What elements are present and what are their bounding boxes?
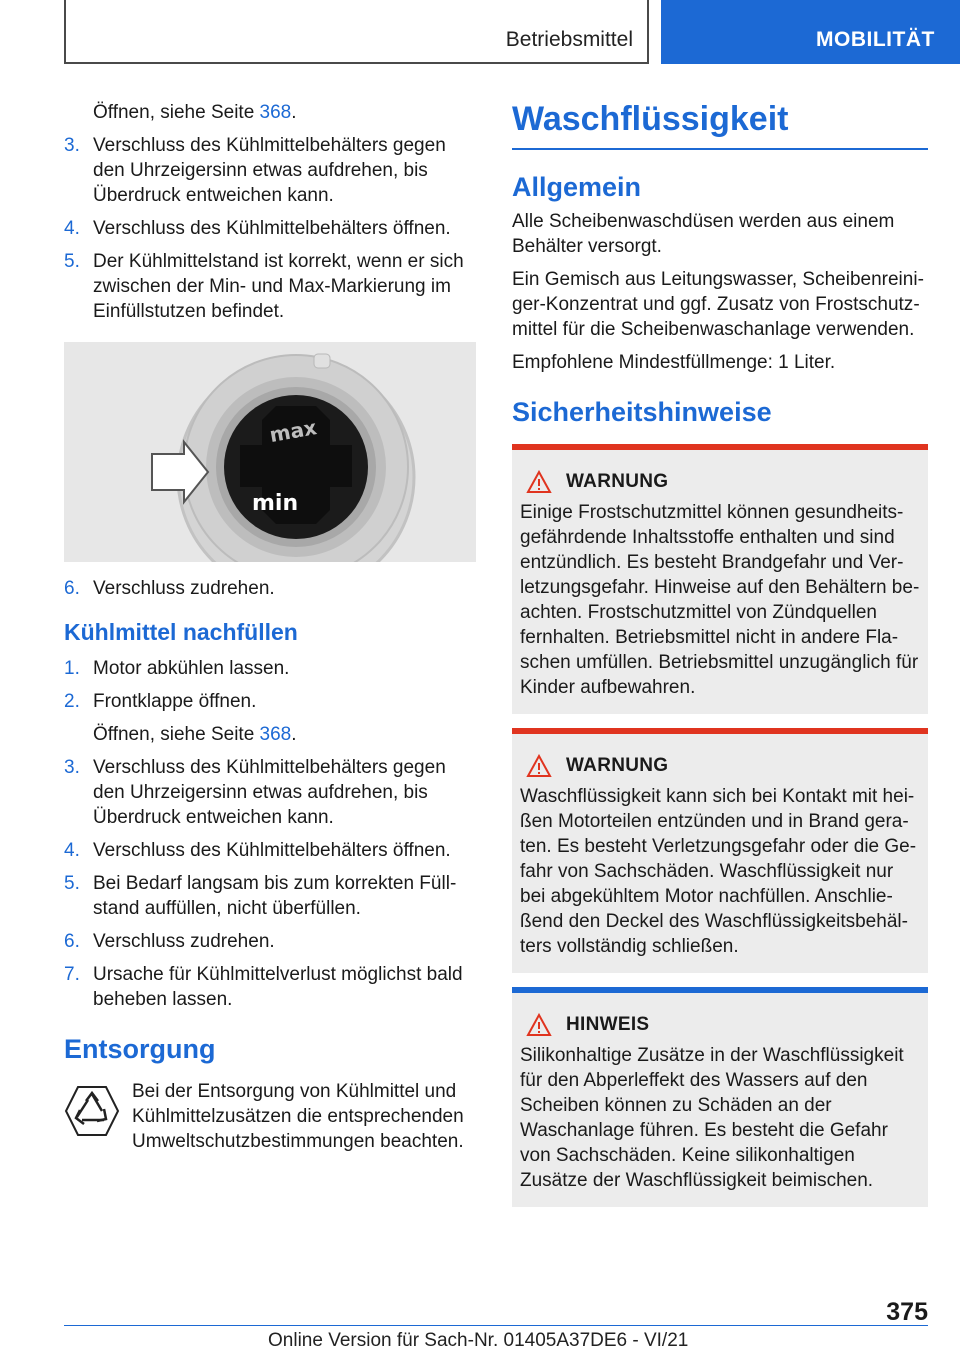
list-item: 4. Verschluss des Kühlmittelbehälters öffnen. xyxy=(64,840,451,861)
page-link-368[interactable]: 368 xyxy=(259,724,292,745)
footer-divider xyxy=(64,1325,928,1326)
right-column xyxy=(512,100,928,1221)
warning-text: Einige Frostschutzmittel können gesundheitsgefährdende Inhaltsstoffe enthalten und sind entzündlich. Es besteht Brandgefahr und Verletzungsgefahr. Hinweise auf den Behältern beachten. Frostschutzmittel von Zündquellen fernhalten. Betriebsmittel nicht in andere Flaschen umfüllen. Betriebsmittel unzugänglich für Kinder aufbewahren. xyxy=(520,502,920,698)
safety-heading: Sicherheitshinweise xyxy=(512,397,772,427)
refill-heading: Kühlmittel nachfüllen xyxy=(64,619,298,645)
list-item: 1. Motor abkühlen lassen. xyxy=(64,658,290,679)
disposal-notice xyxy=(64,1079,476,1154)
recycling-icon xyxy=(64,1083,120,1139)
notice-box xyxy=(512,987,928,1207)
general-paragraph-1: Alle Scheibenwaschdüsen werden aus einem Behälter versorgt. xyxy=(512,211,895,257)
intro-reference: Öffnen, siehe Seite 368. xyxy=(93,102,297,123)
list-item: 3. Verschluss des Kühlmittelbehälters gegen den Uhrzeigersinn etwas aufdrehen, bis Überdruck entweichen kann. xyxy=(64,757,446,828)
warning-text: Waschflüssigkeit kann sich bei Kontakt mit heißen Motorteilen entzünden und in Brand geraten. Es besteht Verletzungsgefahr oder die Gefahr von Sachschäden. Waschflüssigkeit nur bei abgekühltem Motor nachfüllen. Anschließend den Deckel des Waschflüssigkeitsbehälters vollständig schließen. xyxy=(520,786,917,957)
figure-min-label: min xyxy=(252,491,299,516)
notice-label: HINWEIS xyxy=(566,1014,650,1035)
disposal-text: Bei der Entsorgung von Kühlmittel und Kühlmittelzusätzen die entsprechenden Umweltschutzbestimmungen beachten. xyxy=(132,1081,464,1152)
page-title: Waschflüssigkeit xyxy=(512,100,928,150)
coolant-cap-illustration xyxy=(64,342,476,562)
list-item: 6. Verschluss zudrehen. xyxy=(64,931,275,952)
warning-label: WARNUNG xyxy=(566,471,669,492)
refill-reference: Öffnen, siehe Seite 368. xyxy=(93,724,297,745)
footer-text: Online Version für Sach-Nr. 01405A37DE6 - VI/21 xyxy=(268,1330,689,1351)
disposal-heading: Entsorgung xyxy=(64,1034,216,1064)
list-item: 6. Verschluss zudrehen. xyxy=(64,578,275,599)
list-item: 7. Ursache für Kühlmittelverlust möglichst bald beheben lassen. xyxy=(64,964,463,1010)
left-column xyxy=(64,100,476,1154)
page-number: 375 xyxy=(886,1298,928,1326)
warning-triangle-icon xyxy=(526,1013,552,1037)
figure-max-label: max xyxy=(267,415,319,448)
list-item: 3. Verschluss des Kühlmittelbehälters gegen den Uhrzeigersinn etwas aufdrehen, bis Überdruck entweichen kann. xyxy=(64,135,446,206)
page-link-368[interactable]: 368 xyxy=(259,102,292,123)
list-item: 2. Frontklappe öffnen. xyxy=(64,691,257,712)
warning-box-1 xyxy=(512,444,928,714)
general-paragraph-3: Empfohlene Mindestfüllmenge: 1 Liter. xyxy=(512,352,836,373)
warning-triangle-icon xyxy=(526,470,552,494)
warning-label: WARNUNG xyxy=(566,755,669,776)
check-steps xyxy=(64,133,476,324)
coolant-level-figure xyxy=(64,342,476,562)
warning-box-2 xyxy=(512,728,928,973)
general-heading: Allgemein xyxy=(512,172,642,202)
warning-triangle-icon xyxy=(526,754,552,778)
notice-text: Silikonhaltige Zusätze in der Waschflüssigkeit für den Abperleffekt des Wassers auf den Scheiben können zu Schäden an der Waschanlage führen. Es besteht die Gefahr von Sachschäden. Keine silikonhaltigen Zusätze der Waschflüssigkeit beimischen. xyxy=(520,1045,904,1191)
list-item: 5. Bei Bedarf langsam bis zum korrekten Füllstand auffüllen, nicht überfüllen. xyxy=(64,873,457,919)
header-chapter-tab: MOBILITÄT xyxy=(661,0,960,64)
list-item: 4. Verschluss des Kühlmittelbehälters öffnen. xyxy=(64,218,451,239)
refill-steps xyxy=(64,656,476,1012)
general-paragraph-2: Ein Gemisch aus Leitungswasser, Scheibenreiniger-Konzentrat und ggf. Zusatz von Frostschutzmittel für die Scheibenwaschanlage verwenden. xyxy=(512,269,924,340)
header-section-title: Betriebsmittel xyxy=(505,28,633,51)
header-section-box xyxy=(64,0,649,64)
list-item: 5. Der Kühlmittelstand ist korrekt, wenn er sich zwischen der Min- und Max-Markierung im Einfüllstutzen befindet. xyxy=(64,251,464,322)
